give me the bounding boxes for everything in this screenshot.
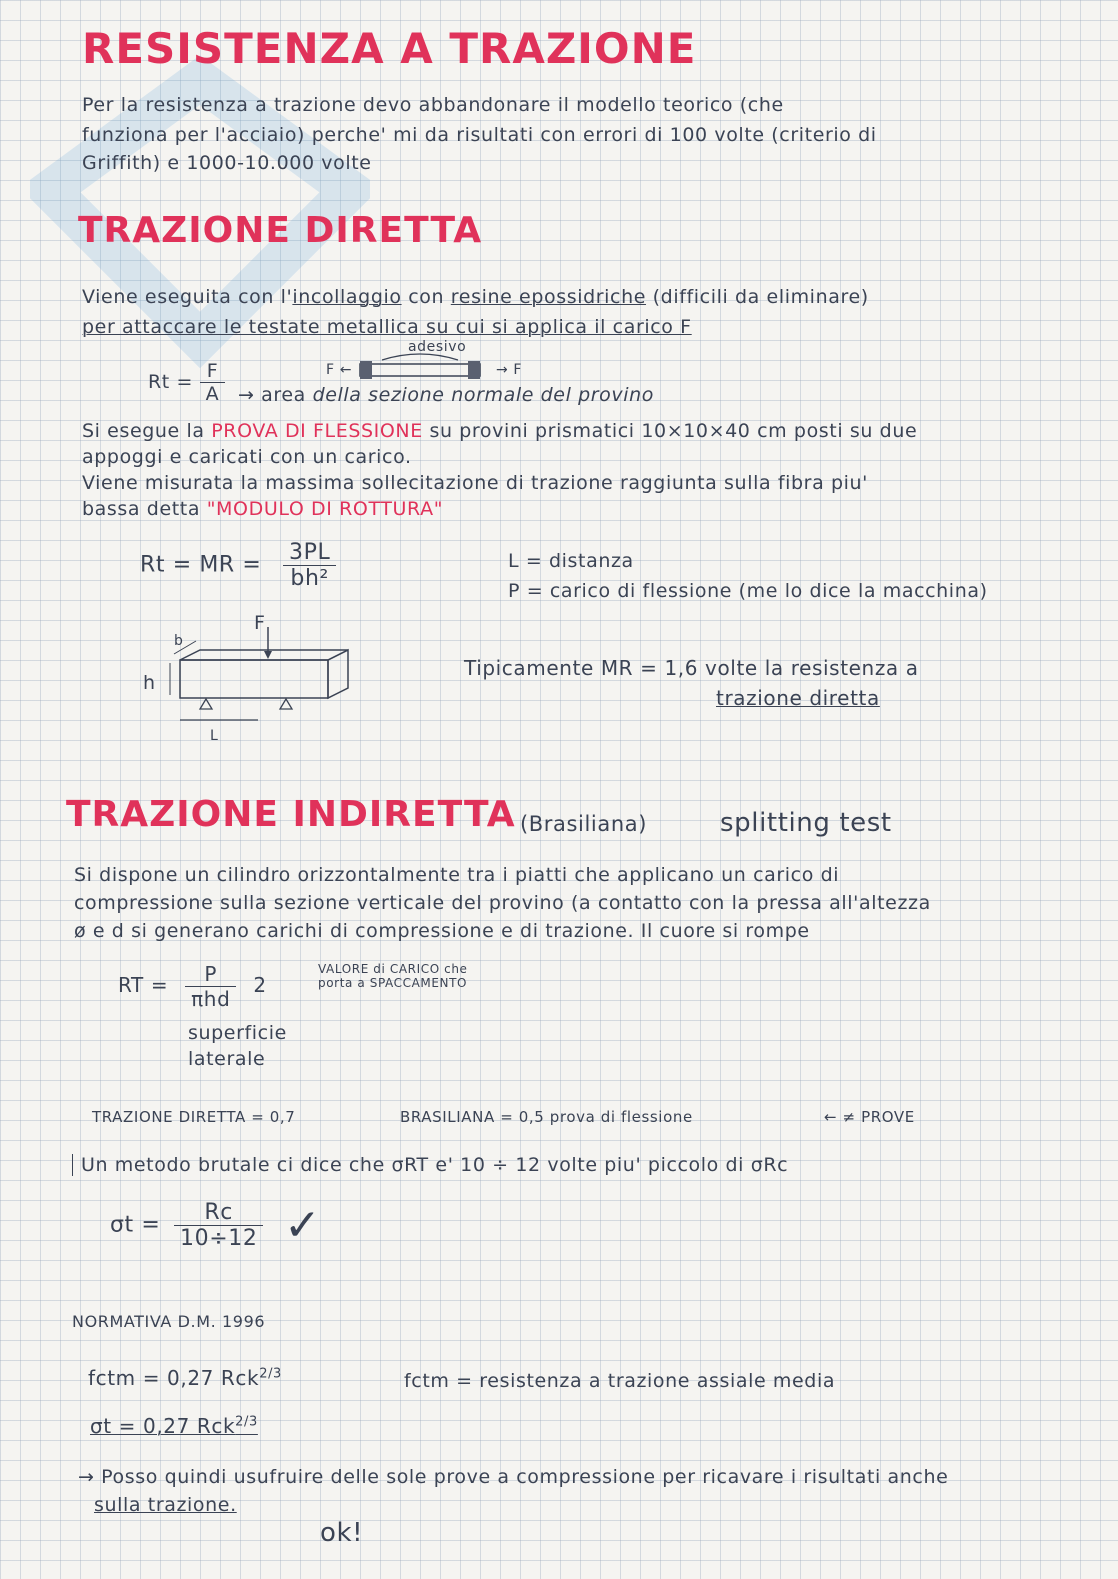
flessione-line-4: bassa detta "MODULO DI ROTTURA": [82, 498, 444, 520]
indiretta-line-2: compressione sulla sezione verticale del provino (a contatto con la pressa all'altezza: [74, 892, 931, 914]
beam-length-label: L: [210, 728, 219, 744]
conclusion-line-1: → Posso quindi usufruire delle sole prove a compressione per ricavare i risultati anche: [78, 1466, 949, 1488]
beam-force-label: F: [254, 612, 266, 634]
tipicamente-line-1: Tipicamente MR = 1,6 volte la resistenza a: [464, 656, 919, 680]
normativa-label: NORMATIVA D.M. 1996: [72, 1312, 266, 1331]
compare-diretta: TRAZIONE DIRETTA = 0,7: [92, 1108, 296, 1126]
conclusion-line-2: sulla trazione.: [94, 1494, 237, 1516]
superficie-laterale-note: superficie laterale: [188, 1022, 287, 1070]
formula-fctm: fctm = 0,27 Rck$^{2/3}$: [88, 1366, 282, 1390]
flessione-line-1: Si esegue la PROVA DI FLESSIONE su provini prismatici 10×10×40 cm posti su due: [82, 420, 918, 442]
specimen-right-force: → F: [496, 362, 523, 378]
def-distanza: L = distanza: [508, 550, 634, 572]
adesivo-label: adesivo: [408, 339, 467, 355]
compare-brasiliana: BRASILIANA = 0,5 prova di flessione: [400, 1108, 693, 1126]
tipicamente-line-2: trazione diretta: [716, 686, 880, 710]
brasiliana-label: (Brasiliana): [520, 812, 647, 836]
diretta-line-2: per attaccare le testate metallica su cui si applica il carico F: [82, 316, 692, 338]
def-carico: P = carico di flessione (me lo dice la macchina): [508, 580, 988, 602]
specimen-diagram: [352, 350, 492, 386]
rt-brasiliana-note: VALORE di CARICO che porta a SPACCAMENTO: [318, 962, 468, 990]
intro-line-3: Griffith) e 1000-10.000 volte: [82, 152, 372, 174]
fctm-definition: fctm = resistenza a trazione assiale media: [404, 1370, 836, 1392]
title-resistenza-trazione: RESISTENZA A TRAZIONE: [82, 24, 697, 73]
check-mark-icon: ✓: [284, 1200, 322, 1251]
flessione-line-2: appoggi e caricati con un carico.: [82, 446, 412, 468]
metodo-brutale: Un metodo brutale ci dice che σRT e' 10 ÷ 12 volte piu' piccolo di σRc: [72, 1154, 788, 1176]
splitting-test-label: splitting test: [720, 808, 892, 838]
formula-rt-diretta: Rt = $\frac{F}{A}$: [148, 360, 225, 405]
intro-line-1: Per la resistenza a trazione devo abbandonare il modello teorico (che: [82, 94, 784, 116]
formula-rt-brasiliana: RT = $\frac{P}{\text{πhd}}$ 2: [118, 962, 267, 1011]
area-note: → area della sezione normale del provino: [238, 384, 654, 406]
beam-width-label: b: [174, 633, 184, 649]
intro-line-2: funziona per l'acciaio) perche' mi da risultati con errori di 100 volte (criterio di: [82, 124, 877, 146]
diretta-line-1: Viene eseguita con l'incollaggio con resine epossidriche (difficili da eliminare): [82, 286, 869, 308]
formula-sigma-t: σt = $\frac{Rc}{10\div 12}$: [110, 1200, 263, 1251]
flessione-line-3: Viene misurata la massima sollecitazione di trazione raggiunta sulla fibra piu': [82, 472, 868, 494]
indiretta-line-3: ø e d si generano carichi di compressione e di trazione. Il cuore si rompe: [74, 920, 810, 942]
compare-prove: ← ≠ PROVE: [824, 1108, 915, 1126]
beam-height-label: h: [143, 672, 156, 694]
specimen-left-force: F ←: [326, 362, 353, 378]
formula-sigma-t-normativa: σt = 0,27 Rck$^{2/3}$: [90, 1414, 258, 1438]
title-trazione-diretta: TRAZIONE DIRETTA: [78, 210, 483, 251]
formula-mr: Rt = MR = $\frac{3PL}{\text{bh²}}$: [140, 540, 336, 591]
indiretta-line-1: Si dispone un cilindro orizzontalmente tra i piatti che applicano un carico di: [74, 864, 840, 886]
title-trazione-indiretta: TRAZIONE INDIRETTA: [66, 794, 516, 835]
ok-note: ok!: [320, 1518, 364, 1548]
